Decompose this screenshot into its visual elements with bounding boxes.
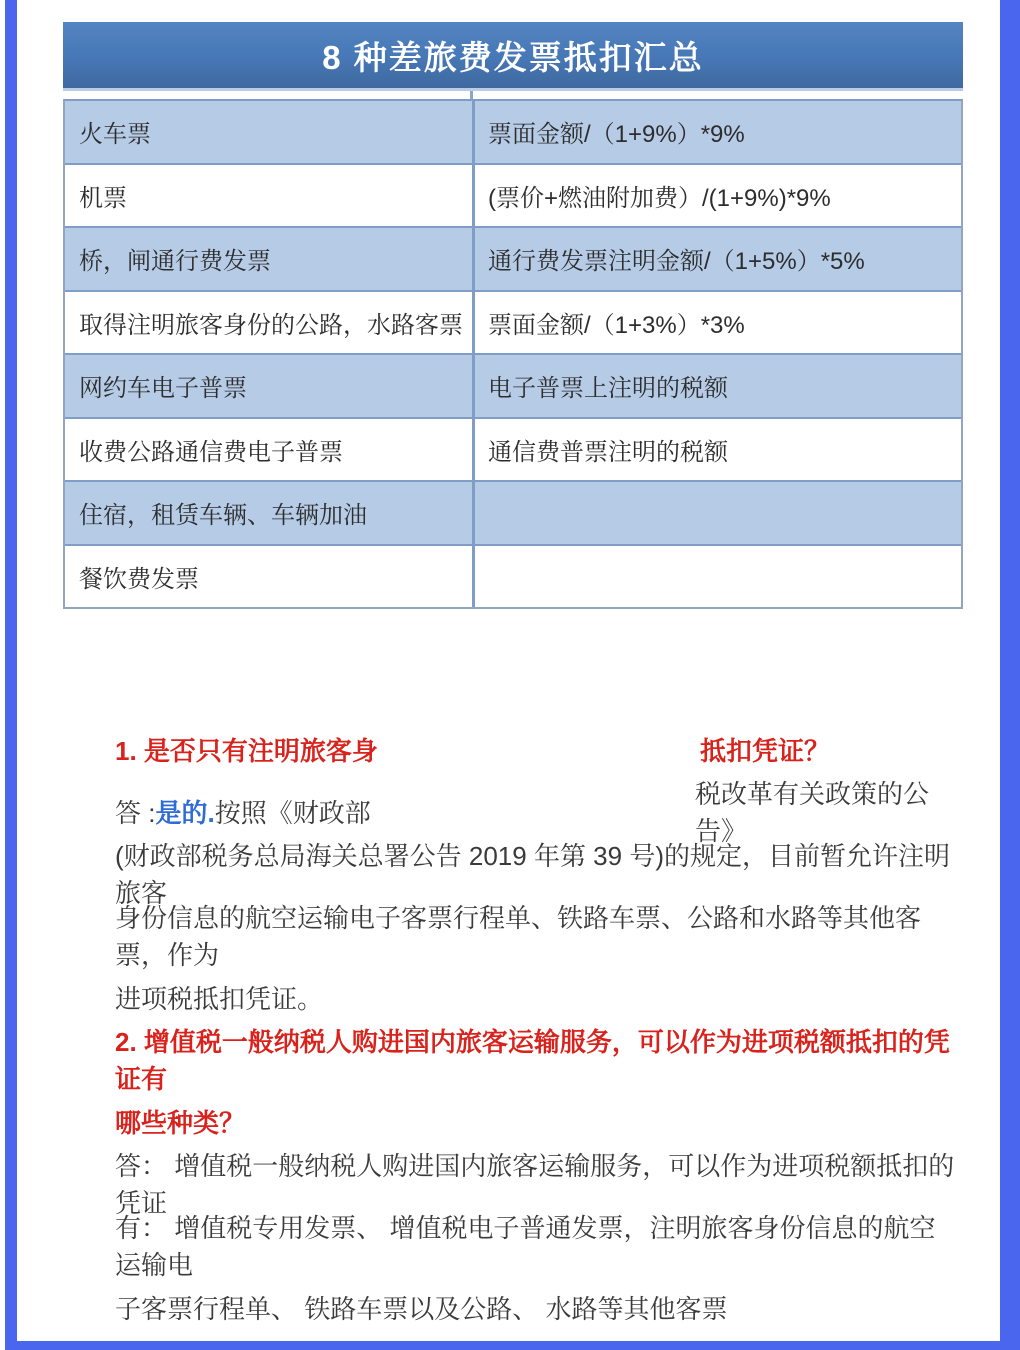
- formula-cell: 票面金额/（1+9%）*9%: [488, 121, 745, 149]
- deduction-summary-table: [63, 99, 963, 609]
- table-row: [65, 546, 961, 608]
- invoice-type-cell: 桥，闸通行费发票: [65, 228, 475, 290]
- answer-2-line-1: 答： 增值税一般纳税人购进国内旅客运输服务，可以作为进项税额抵扣的凭证: [115, 1151, 955, 1218]
- question-1: [115, 718, 960, 780]
- formula-cell: 通信费普票注明的税额: [488, 438, 728, 466]
- formula-cell: 票面金额/（1+3%）*3%: [488, 311, 745, 339]
- table-row: [65, 292, 961, 356]
- table-row: [65, 419, 961, 483]
- answer-1-line-1: [115, 779, 960, 846]
- question-1-right: 抵扣凭证？: [700, 735, 831, 766]
- qa-section: [115, 718, 960, 1338]
- invoice-type-cell: 机票: [65, 165, 475, 227]
- formula-cell: 通行费发票注明金额/（1+5%）*5%: [488, 248, 865, 276]
- table-row: [65, 165, 961, 229]
- formula-cell: [475, 482, 961, 544]
- table-title: 8 种差旅费发票抵扣汇总: [322, 38, 704, 76]
- table-row: [65, 482, 961, 546]
- answer-1-prefix: 答 :: [115, 797, 156, 828]
- answer-1-right: 税改革有关政策的公告》: [695, 779, 930, 846]
- invoice-type-cell: 餐饮费发票: [65, 546, 475, 608]
- question-1-left: 1. 是否只有注明旅客身: [115, 735, 378, 766]
- answer-2-line-3: 子客票行程单、 铁路车票以及公路、 水路等其他客票: [115, 1293, 728, 1324]
- page-frame-bottom: [5, 1341, 1020, 1350]
- invoice-type-cell: 收费公路通信费电子普票: [65, 419, 475, 481]
- formula-cell: 电子普票上注明的税额: [488, 375, 728, 403]
- invoice-type-cell: 火车票: [65, 101, 475, 163]
- answer-1-line-4: 进项税抵扣凭证。: [115, 983, 324, 1014]
- formula-cell: [475, 546, 961, 608]
- answer-1-highlight: 是的.: [155, 797, 215, 828]
- page-frame-left: [5, 0, 17, 1350]
- invoice-type-cell: 住宿，租赁车辆、车辆加油: [65, 482, 475, 544]
- invoice-type-cell: 网约车电子普票: [65, 355, 475, 417]
- answer-1-line-2: (财政部税务总局海关总署公告 2019 年第 39 号)的规定，目前暂允许注明旅客: [115, 841, 950, 908]
- question-2-line-1: 2. 增值税一般纳税人购进国内旅客运输服务，可以作为进项税额抵扣的凭证有: [115, 1027, 950, 1094]
- table-row: [65, 355, 961, 419]
- answer-2-line-2: 有： 增值税专用发票、 增值税电子普通发票，注明旅客身份信息的航空运输电: [115, 1213, 936, 1280]
- table-row: [65, 101, 961, 165]
- question-2-line-2: 哪些种类？: [115, 1107, 246, 1138]
- answer-1-mid: 按照《财政部: [214, 797, 371, 828]
- formula-cell: (票价+燃油附加费）/(1+9%)*9%: [488, 184, 831, 212]
- answer-1-line-3: 身份信息的航空运输电子客票行程单、铁路车票、公路和水路等其他客票，作为: [115, 903, 922, 970]
- table-row: [65, 228, 961, 292]
- page-frame-right: [1000, 0, 1020, 1350]
- table-title-banner: [63, 22, 963, 91]
- invoice-type-cell: 取得注明旅客身份的公路，水路客票: [65, 292, 475, 354]
